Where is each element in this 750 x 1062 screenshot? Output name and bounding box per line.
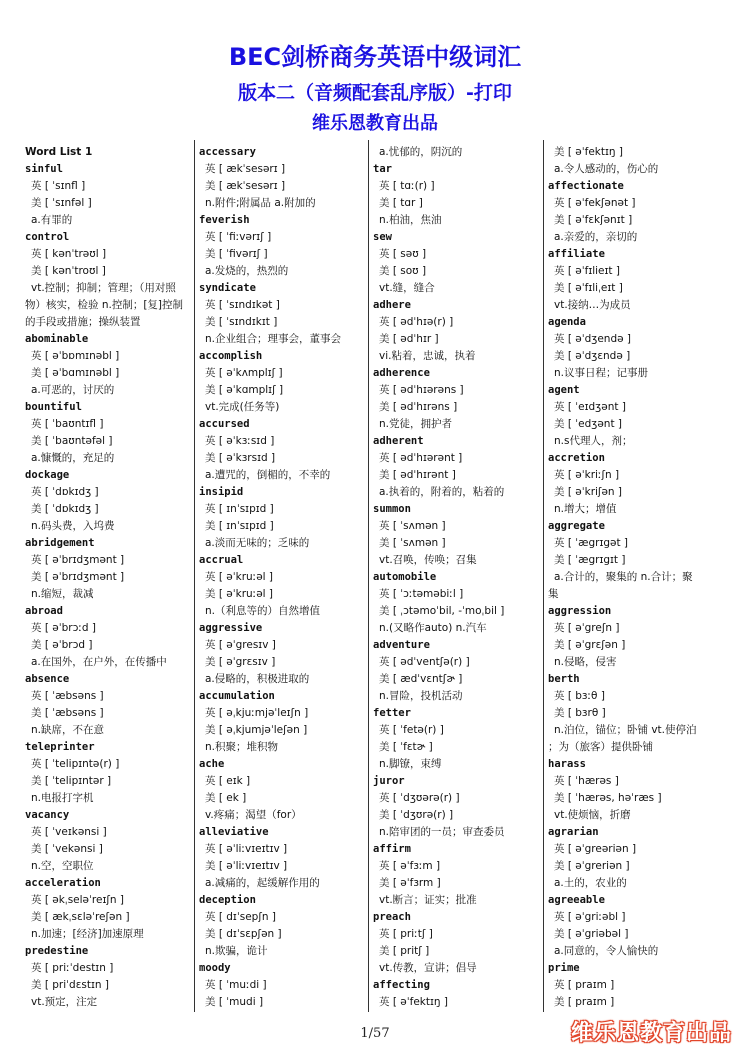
headword: accursed <box>199 418 250 430</box>
word-list-heading: Word List 1 <box>25 146 93 158</box>
pronunciation: 英 [ ˈægrɪgət ] <box>554 537 629 549</box>
pronunciation: 美 [ əˈkɜrsɪd ] <box>205 452 276 464</box>
pronunciation: 英 [ əˈkruːəl ] <box>205 571 274 583</box>
definition-continuation: 物）核实，检验 n.控制；[复]控制 <box>25 299 184 311</box>
pronunciation: 美 [ ˈbaʊntəfəl ] <box>31 435 113 447</box>
pronunciation: 美 [ praɪm ] <box>554 996 615 1008</box>
pronunciation: 英 [ ˈdɒkɪdʒ ] <box>31 486 99 498</box>
definition: vt.传教，宣讲；倡导 <box>379 962 477 974</box>
pronunciation: 美 [ ˈsʌmən ] <box>379 537 446 549</box>
definition: n.空，空职位 <box>31 860 94 872</box>
headword: prime <box>548 962 580 974</box>
definition: n.附件;附属品 a.附加的 <box>205 197 316 209</box>
headword: bountiful <box>25 401 82 413</box>
pronunciation: 美 [ ədˈhɪrəns ] <box>379 401 458 413</box>
pronunciation: 美 [ ædˈvɛntʃɚ ] <box>379 673 463 685</box>
pronunciation: 美 [ əˈgrɛsɪv ] <box>205 656 276 668</box>
definition: a.忧郁的，阴沉的 <box>379 146 463 158</box>
word-column-2 <box>199 144 365 1011</box>
headword: affecting <box>373 979 430 991</box>
pronunciation: 英 [ əˈgreəriən ] <box>554 843 637 855</box>
definition: n.侵略，侵害 <box>554 656 617 668</box>
headword: summon <box>373 503 411 515</box>
pronunciation: 美 [ priˈdɛstɪn ] <box>31 979 109 991</box>
pronunciation: 美 [ əˈfɜrm ] <box>379 877 441 889</box>
headword: accessary <box>199 146 256 158</box>
headword: agenda <box>548 316 586 328</box>
headword: adherent <box>373 435 424 447</box>
watermark-logo: 维乐恩教育出品 <box>570 1021 732 1046</box>
pronunciation: 英 [ eɪk ] <box>205 775 251 787</box>
pronunciation: 美 [ ˈedʒənt ] <box>554 418 623 430</box>
pronunciation: 英 [ əˈkɜːsɪd ] <box>205 435 275 447</box>
pronunciation: 英 [ əˌkjuːmjəˈleɪʃn ] <box>205 707 309 719</box>
column-divider <box>194 140 195 1012</box>
pronunciation: 美 [ əˈgrɛʃən ] <box>554 639 626 651</box>
pronunciation: 美 [ əˈbrɪdʒmənt ] <box>31 571 125 583</box>
pronunciation: 英 [ əˈfɜːm ] <box>379 860 441 872</box>
definition: n.缺席，不在意 <box>31 724 104 736</box>
pronunciation: 英 [ tɑː(r) ] <box>379 180 435 192</box>
pronunciation: 美 [ əˈbɑmɪnəbl ] <box>31 367 120 379</box>
definition-continuation: 集 <box>548 588 559 600</box>
definition: vt.断言；证实；批准 <box>379 894 477 906</box>
definition: a.同意的，令人愉快的 <box>554 945 659 957</box>
pronunciation: 英 [ ˈsʌmən ] <box>379 520 446 532</box>
pronunciation: 英 [ ˈɔːtəməbiːl ] <box>379 588 464 600</box>
pronunciation: 美 [ ˈdʒʊrə(r) ] <box>379 809 454 821</box>
pronunciation: 美 [ ˈmudi ] <box>205 996 264 1008</box>
definition: n.码头费，入坞费 <box>31 520 115 532</box>
pronunciation: 英 [ əˈfɪlieɪt ] <box>554 265 620 277</box>
definition: n.议事日程；记事册 <box>554 367 648 379</box>
headword: feverish <box>199 214 250 226</box>
pronunciation: 美 [ əˈfɪliˌeɪt ] <box>554 282 623 294</box>
pronunciation: 英 [ ˈmuːdi ] <box>205 979 267 991</box>
pronunciation: 美 [ ɪnˈsɪpɪd ] <box>205 520 274 532</box>
definition: vt.接纳…为成员 <box>554 299 631 311</box>
pronunciation: 美 [ pritʃ ] <box>379 945 430 957</box>
pronunciation: 美 [ ədˈhɪrənt ] <box>379 469 456 481</box>
definition: vt.预定，注定 <box>31 996 98 1008</box>
headword: harass <box>548 758 586 770</box>
word-column-1 <box>25 144 191 1011</box>
headword: alleviative <box>199 826 269 838</box>
definition-continuation: 的手段或措施；操纵装置 <box>25 316 141 328</box>
definition: v.疼痛；渴望（for） <box>205 809 302 821</box>
definition: n.s代理人，剂； <box>554 435 633 447</box>
pronunciation: 英 [ əˈkʌmplɪʃ ] <box>205 367 283 379</box>
headword: affectionate <box>548 180 624 192</box>
pronunciation: 英 [ ədˈventʃə(r) ] <box>379 656 470 668</box>
definition: a.遭咒的，倒楣的，不幸的 <box>205 469 331 481</box>
headword: berth <box>548 673 580 685</box>
definition: vt.召唤，传唤；召集 <box>379 554 477 566</box>
definition: a.可恶的，讨厌的 <box>31 384 115 396</box>
pronunciation: 英 [ ˈæbsəns ] <box>31 690 104 702</box>
word-column-4 <box>548 144 714 1011</box>
pronunciation: 英 [ əˈkriːʃn ] <box>554 469 620 481</box>
definition: n.冒险，投机活动 <box>379 690 463 702</box>
pronunciation: 英 [ əˈbrɪdʒmənt ] <box>31 554 125 566</box>
pronunciation: 英 [ ˈtelipɪntə(r) ] <box>31 758 120 770</box>
pronunciation: 英 [ priːtʃ ] <box>379 928 433 940</box>
pronunciation: 英 [ ədˈhɪərənt ] <box>379 452 463 464</box>
headword: agreeable <box>548 894 605 906</box>
pronunciation: 英 [ ˈdʒʊərə(r) ] <box>379 792 460 804</box>
publisher-line: 维乐恩教育出品 <box>312 113 438 134</box>
pronunciation: 英 [ bɜːθ ] <box>554 690 605 702</box>
headword: accrual <box>199 554 244 566</box>
definition: n.积聚；堆积物 <box>205 741 278 753</box>
pronunciation: 美 [ ækˌsɛləˈreʃən ] <box>31 911 130 923</box>
definition: a.慷慨的，充足的 <box>31 452 115 464</box>
pronunciation: 美 [ ədˈhɪr ] <box>379 333 439 345</box>
definition: vt.完成(任务等) <box>205 401 280 413</box>
pronunciation: 美 [ əˈgreriən ] <box>554 860 630 872</box>
definition: n.加速；[经济]加速原理 <box>31 928 144 940</box>
definition: n.泊位，锚位；卧铺 vt.使停泊 <box>554 724 697 736</box>
pronunciation: 英 [ əˈgreʃn ] <box>554 622 620 634</box>
headword: dockage <box>25 469 70 481</box>
headword: predestine <box>25 945 89 957</box>
pronunciation: 美 [ əˈfɛkʃənɪt ] <box>554 214 633 226</box>
headword: aggregate <box>548 520 605 532</box>
headword: syndicate <box>199 282 256 294</box>
word-column-3 <box>373 144 539 1011</box>
pronunciation: 美 [ kənˈtroʊl ] <box>31 265 106 277</box>
definition: a.合计的，聚集的 n.合计；聚 <box>554 571 693 583</box>
pronunciation: 英 [ ˈfiːvərɪʃ ] <box>205 231 272 243</box>
pronunciation: 美 [ soʊ ] <box>379 265 427 277</box>
pronunciation: 美 [ əˈliːvɪeɪtɪv ] <box>205 860 288 872</box>
pronunciation: 英 [ ˈsɪndɪkət ] <box>205 299 280 311</box>
pronunciation: 英 [ əˈbɒmɪnəbl ] <box>31 350 120 362</box>
pronunciation: 美 [ əˈkruːəl ] <box>205 588 274 600</box>
headword: agrarian <box>548 826 599 838</box>
pronunciation: 美 [ ˈtelipɪntər ] <box>31 775 112 787</box>
definition: n.党徒，拥护者 <box>379 418 452 430</box>
document-subtitle: 版本二（音频配套乱序版）-打印 <box>238 82 512 104</box>
pronunciation: 英 [ ɪnˈsɪpɪd ] <box>205 503 274 515</box>
pronunciation: 美 [ tɑr ] <box>379 197 423 209</box>
pronunciation: 美 [ əˈbrɔd ] <box>31 639 93 651</box>
pronunciation: 英 [ ədˈhɪə(r) ] <box>379 316 454 328</box>
headword: tar <box>373 163 392 175</box>
pronunciation: 美 [ ˈsɪnfəl ] <box>31 197 92 209</box>
pronunciation: 英 [ səʊ ] <box>379 248 427 260</box>
column-divider <box>368 140 369 1012</box>
pronunciation: 英 [ ˈeɪdʒənt ] <box>554 401 626 413</box>
pronunciation: 美 [ ˈhærəs, həˈræs ] <box>554 792 662 804</box>
document-title: BEC剑桥商务英语中级词汇 <box>228 43 522 71</box>
pronunciation: 美 [ ˈæbsəns ] <box>31 707 104 719</box>
definition: vt.控制；抑制；管理；（用对照 <box>31 282 176 294</box>
headword: teleprinter <box>25 741 95 753</box>
pronunciation: 美 [ ækˈsesərɪ ] <box>205 180 286 192</box>
headword: sew <box>373 231 392 243</box>
pronunciation: 英 [ ˈhærəs ] <box>554 775 619 787</box>
headword: aggression <box>548 605 612 617</box>
headword: abridgement <box>25 537 95 549</box>
definition: n.(又略作auto) n.汽车 <box>379 622 487 634</box>
definition: a.土的，农业的 <box>554 877 627 889</box>
headword: insipid <box>199 486 244 498</box>
pronunciation: 英 [ əkˌseləˈreɪʃn ] <box>31 894 124 906</box>
headword: abroad <box>25 605 63 617</box>
headword: absence <box>25 673 70 685</box>
headword: adventure <box>373 639 430 651</box>
pronunciation: 美 [ ˈvekənsi ] <box>31 843 103 855</box>
headword: sinful <box>25 163 63 175</box>
pronunciation: 美 [ əˈfektɪŋ ] <box>554 146 623 158</box>
pronunciation: 美 [ ˌɔtəmoˈbil, -ˈmoˌbil ] <box>379 605 505 617</box>
headword: fetter <box>373 707 411 719</box>
pronunciation: 英 [ əˈgresɪv ] <box>205 639 276 651</box>
headword: moody <box>199 962 231 974</box>
definition: n.电报打字机 <box>31 792 94 804</box>
pronunciation: 英 [ əˈfektɪŋ ] <box>379 996 448 1008</box>
document-header <box>0 40 750 138</box>
headword: aggressive <box>199 622 263 634</box>
definition: vt.使烦恼，折磨 <box>554 809 631 821</box>
definition: n.缩短，裁减 <box>31 588 94 600</box>
definition: a.在国外，在户外，在传播中 <box>31 656 167 668</box>
headword: preach <box>373 911 411 923</box>
definition: a.淡而无味的；乏味的 <box>205 537 310 549</box>
headword: adherence <box>373 367 430 379</box>
pronunciation: 美 [ əˈdʒɛndə ] <box>554 350 631 362</box>
pronunciation: 英 [ priːˈdestɪn ] <box>31 962 114 974</box>
pronunciation: 英 [ əˈdʒendə ] <box>554 333 632 345</box>
definition: a.执着的，附着的，粘着的 <box>379 486 505 498</box>
headword: acceleration <box>25 877 101 889</box>
headword: deception <box>199 894 256 906</box>
pronunciation: 英 [ ˈveɪkənsi ] <box>31 826 107 838</box>
definition: a.有罪的 <box>31 214 73 226</box>
pronunciation: 英 [ əˈgriːəbl ] <box>554 911 626 923</box>
pronunciation: 英 [ ˈfetə(r) ] <box>379 724 444 736</box>
definition: n.增大；增值 <box>554 503 617 515</box>
headword: adhere <box>373 299 411 311</box>
definition: n.柏油，焦油 <box>379 214 442 226</box>
pronunciation: 美 [ ek ] <box>205 792 247 804</box>
pronunciation: 美 [ əˈgriəbəl ] <box>554 928 629 940</box>
pronunciation: 美 [ əˈkɑmplɪʃ ] <box>205 384 284 396</box>
pronunciation: 英 [ ədˈhɪərəns ] <box>379 384 464 396</box>
headword: accomplish <box>199 350 263 362</box>
headword: abominable <box>25 333 89 345</box>
definition: n.企业组合；理事会，董事会 <box>205 333 341 345</box>
pronunciation: 美 [ ˈægrɪgɪt ] <box>554 554 626 566</box>
definition-continuation: ；为（旅客）提供卧铺 <box>548 741 653 753</box>
headword: affiliate <box>548 248 605 260</box>
pronunciation: 英 [ ækˈsesərɪ ] <box>205 163 286 175</box>
pronunciation: 英 [ əˈliːvɪeɪtɪv ] <box>205 843 288 855</box>
pronunciation: 英 [ kənˈtrəʊl ] <box>31 248 107 260</box>
pronunciation: 美 [ bɜrθ ] <box>554 707 606 719</box>
definition: n.欺骗，诡计 <box>205 945 268 957</box>
pronunciation: 美 [ ˈfivərɪʃ ] <box>205 248 268 260</box>
definition: n.脚镣，束缚 <box>379 758 442 770</box>
headword: ache <box>199 758 225 770</box>
pronunciation: 美 [ dɪˈsɛpʃən ] <box>205 928 282 940</box>
pronunciation: 英 [ ˈsɪnfl ] <box>31 180 86 192</box>
headword: automobile <box>373 571 437 583</box>
pronunciation: 美 [ əˌkjumjəˈleʃən ] <box>205 724 308 736</box>
pronunciation: 美 [ ˈfɛtɚ ] <box>379 741 433 753</box>
page-number: 1/57 <box>360 1026 390 1041</box>
definition: a.减痛的，起缓解作用的 <box>205 877 320 889</box>
pronunciation: 美 [ ˈdɒkɪdʒ ] <box>31 503 99 515</box>
definition: a.令人感动的，伤心的 <box>554 163 659 175</box>
pronunciation: 美 [ əˈkriʃən ] <box>554 486 623 498</box>
column-divider <box>543 140 544 1012</box>
pronunciation: 英 [ ˈbaʊntɪfl ] <box>31 418 104 430</box>
headword: control <box>25 231 70 243</box>
definition: vi.粘着，忠诚，执着 <box>379 350 476 362</box>
headword: juror <box>373 775 405 787</box>
pronunciation: 英 [ əˈfekʃənət ] <box>554 197 636 209</box>
headword: accumulation <box>199 690 275 702</box>
pronunciation: 美 [ ˈsɪndɪkɪt ] <box>205 316 278 328</box>
pronunciation: 英 [ əˈbrɔːd ] <box>31 622 97 634</box>
pronunciation: 英 [ dɪˈsepʃn ] <box>205 911 276 923</box>
pronunciation: 英 [ praɪm ] <box>554 979 615 991</box>
definition: n.（利息等的）自然增值 <box>205 605 320 617</box>
definition: n.陪审团的一员；审查委员 <box>379 826 505 838</box>
headword: accretion <box>548 452 605 464</box>
headword: affirm <box>373 843 411 855</box>
definition: vt.缝，缝合 <box>379 282 435 294</box>
definition: a.发烧的，热烈的 <box>205 265 289 277</box>
definition: a.亲爱的，亲切的 <box>554 231 638 243</box>
headword: vacancy <box>25 809 70 821</box>
headword: agent <box>548 384 580 396</box>
definition: a.侵略的，积极进取的 <box>205 673 310 685</box>
